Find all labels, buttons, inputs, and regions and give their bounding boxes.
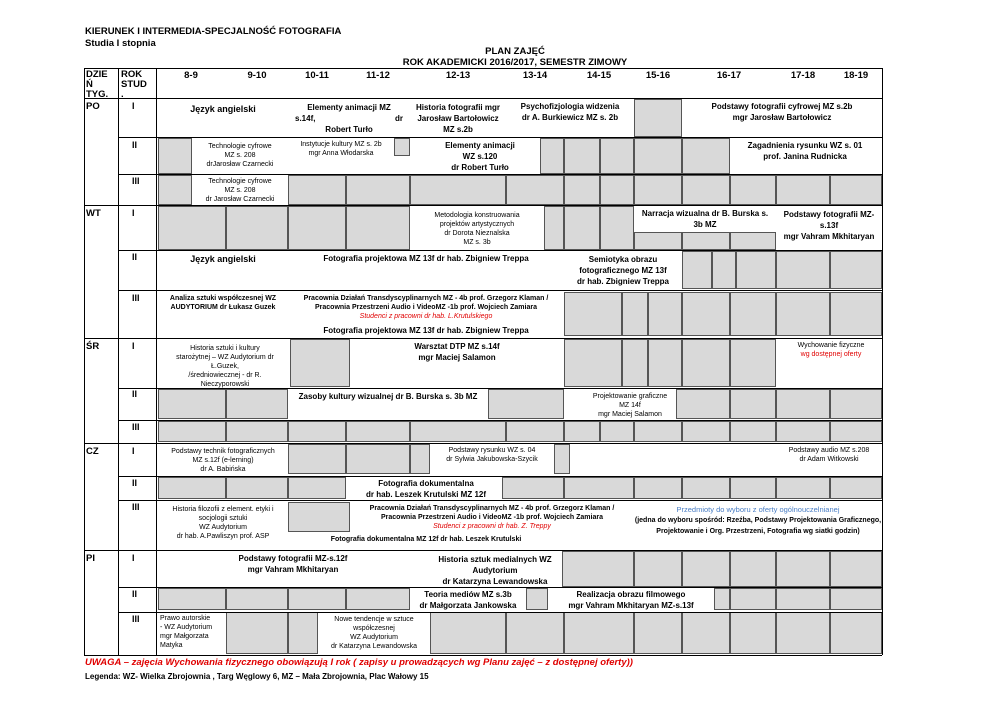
day-pi: PI [86, 553, 95, 564]
class-pracownia-dzialan-cz: Pracownia Działań Transdyscyplinarnych MZ - 4b prof. Grzegorz Klaman / Pracownia Przestrzeni Audio i VideoMZ -1b prof. Wojciech Zamiara Studenci z pracowni dr hab. Z. Treppy [369, 504, 615, 530]
year-label: II [132, 140, 138, 150]
class-zagadnienia-rysunku: Zagadnienia rysunku WZ s. 01 prof. Janina Rudnicka [747, 141, 863, 161]
class-nowe-tendencje: Nowe tendencje w sztuce współczesnej WZ Audytorium dr Katarzyna Lewandowska [331, 616, 417, 650]
class-podstawy-audio: Podstawy audio MZ s.208 dr Adam Witkowski [788, 447, 870, 463]
year-label: I [132, 101, 135, 111]
class-fotografia-projektowa-iii: Fotografia projektowa MZ 13f dr hab. Zbigniew Treppa [323, 325, 529, 335]
class-pracownia-dzialan: Pracownia Działań Transdyscyplinarnych MZ - 4b prof. Grzegorz Klaman / Pracownia Przestrzeni Audio i VideoMZ -1b prof. Wojciech Zamiara Studenci z pracowni dr hab. L.Krutulskiego [303, 294, 549, 320]
year-label: II [132, 478, 138, 488]
year-label: I [132, 553, 135, 563]
class-elementy-animacji: Elementy animacji MZ s.14f, dr Robert Turło [295, 102, 403, 134]
hour-header: 17-18 [790, 70, 816, 81]
hour-header: 9-10 [247, 70, 267, 81]
class-historia-sztuki: Historia sztuki i kultury starożytnej – WZ Audytorium dr Ł.Guzek, /średniowiecznej - dr R. Nieczyporowski [176, 344, 274, 388]
year-label: III [132, 502, 140, 512]
class-podstawy-rysunku: Podstawy rysunku WZ s. 04 dr Sylwia Jakubowska-Szycik [446, 447, 538, 463]
class-technologie-cyfrowe-iii: Technologie cyfrowe MZ s. 208 dr Jarosław Czarnecki [205, 177, 275, 203]
class-historia-filozofii: Historia filozofii z element. etyki i socjologii sztuki WZ Audytorium dr hab. A.Pawliszyn prof. ASP [172, 506, 274, 540]
class-jezyk-angielski: Język angielski [190, 103, 256, 114]
class-projektowanie-graficzne: Projektowanie graficzne MZ 14f mgr Maciej Salamon [592, 392, 668, 418]
day-sr: ŚR [86, 341, 100, 352]
class-podstawy-technik: Podstawy technik fotograficznych MZ s.12f (e-lerning) dr A. Babińska [171, 447, 275, 473]
year-label: III [132, 614, 140, 624]
class-historia-sztuk-medialnych: Historia sztuk medialnych WZ Audytorium dr Katarzyna Lewandowska [438, 554, 552, 586]
hour-header: 10-11 [305, 70, 329, 81]
class-analiza-sztuki: Analiza sztuki współczesnej WZ AUDYTORIUM dr Łukasz Guzek [169, 295, 277, 311]
day-wt: WT [86, 208, 101, 219]
year-label: II [132, 589, 138, 599]
class-psychofizjologia: Psychofizjologia widzenia dr A. Burkiewicz MZ s. 2b [520, 102, 620, 122]
class-realizacja-obrazu: Realizacja obrazu filmowego mgr Vahram Mkhitaryan MZ-s.13f [568, 590, 694, 610]
day-po: PO [86, 101, 100, 112]
year-label: I [132, 446, 135, 456]
year-label: II [132, 252, 138, 262]
day-cz: CZ [86, 446, 99, 457]
class-historia-fotografii: Historia fotografii mgr Jarosław Bartołowicz MZ s.2b [415, 102, 500, 134]
class-podstawy-fotografii-pi: Podstawy fotografii MZ-s.12f mgr Vahram Mkhitaryan [238, 554, 348, 574]
class-zasoby-kultury: Zasoby kultury wizualnej dr B. Burska s. 3b MZ [298, 391, 478, 401]
class-podstawy-fotografii-cyfrowej: Podstawy fotografii cyfrowej MZ s.2b mgr Jarosław Bartołowicz [711, 102, 853, 122]
year-label: III [132, 293, 140, 303]
class-semiotyka-obrazu: Semiotyka obrazu fotograficznego MZ 13f dr hab. Zbigniew Treppa [576, 254, 669, 286]
class-warsztat-dtp: Warsztat DTP MZ s.14f mgr Maciej Salamon [414, 342, 500, 362]
hour-header: 15-16 [645, 70, 671, 81]
hour-header: 16-17 [716, 70, 742, 81]
hour-header: 13-14 [522, 70, 548, 81]
class-podstawy-fotografii: Podstawy fotografii MZ- s.13f mgr Vahram Mkhitaryan [783, 209, 875, 241]
class-wychowanie-fizyczne: Wychowanie fizyczne wg dostępnej oferty [797, 342, 865, 358]
hour-header: 18-19 [843, 70, 869, 81]
class-teoria-mediow: Teoria mediów MZ s.3b dr Małgorzata Jankowska [419, 590, 517, 610]
year-label: III [132, 422, 140, 432]
year-label: I [132, 208, 135, 218]
class-technologie-cyfrowe: Technologie cyfrowe MZ s. 208 drJarosław Czarnecki [206, 142, 274, 168]
class-fotografia-dokumentalna-iii: Fotografia dokumentalna MZ 12f dr hab. Leszek Krutulski [330, 535, 522, 543]
class-przedmioty-do-wyboru: Przedmioty do wyboru z oferty ogólnouczelnianej (jedna do wyboru spośród: Rzeźba, Podstawy Projektowania Graficznego, Projektowanie i Org. Przestrzeni, Fotografia wg siatki godzin) [634, 504, 882, 535]
plan-title: PLAN ZAJĘĆ [485, 46, 545, 57]
year-label: II [132, 389, 138, 399]
hour-header: 11-12 [366, 70, 390, 81]
class-fotografia-projektowa: Fotografia projektowa MZ 13f dr hab. Zbigniew Treppa [323, 253, 529, 263]
class-jezyk-angielski-wt: Język angielski [190, 253, 256, 264]
header-day: DZIE Ń TYG. [86, 69, 109, 100]
legend-note: Legenda: WZ- Wielka Zbrojownia , Targ Węglowy 6, MZ – Mała Zbrojownia, Plac Wałowy 15 [85, 672, 429, 681]
hour-header: 8-9 [184, 70, 198, 81]
warning-note: UWAGA – zajęcia Wychowania fizycznego obowiązują I rok ( zapisy u prowadzących wg Planu zajęć – z dostępnej oferty)) [85, 657, 633, 668]
program-subtitle: Studia I stopnia [85, 38, 156, 49]
year-label: III [132, 176, 140, 186]
class-narracja-wizualna: Narracja wizualna dr B. Burska s. 3b MZ [641, 209, 769, 229]
class-elementy-animacji-ii: Elementy animacji WZ s.120 dr Robert Turło [445, 140, 515, 172]
class-metodologia: Metodologia konstruowania projektów artystycznych dr Dorota Nieznalska MZ s. 3b [434, 212, 520, 246]
year-label: I [132, 341, 135, 351]
program-title: KIERUNEK I INTERMEDIA-SPECJALNOŚĆ FOTOGRAFIA [85, 26, 342, 37]
hour-header: 12-13 [445, 70, 471, 81]
class-instytucje-kultury: Instytucje kultury MZ s. 2b mgr Anna Włodarska [300, 141, 382, 157]
class-prawo-autorskie: Prawo autorskie - WZ Audytorium mgr Małgorzata Matyka [160, 615, 213, 649]
hour-header: 14-15 [586, 70, 612, 81]
header-year: ROK STUD . [121, 69, 147, 100]
semester-title: ROK AKADEMICKI 2016/2017, SEMESTR ZIMOWY [402, 57, 628, 68]
class-fotografia-dokumentalna: Fotografia dokumentalna dr hab. Leszek Krutulski MZ 12f [365, 479, 487, 499]
